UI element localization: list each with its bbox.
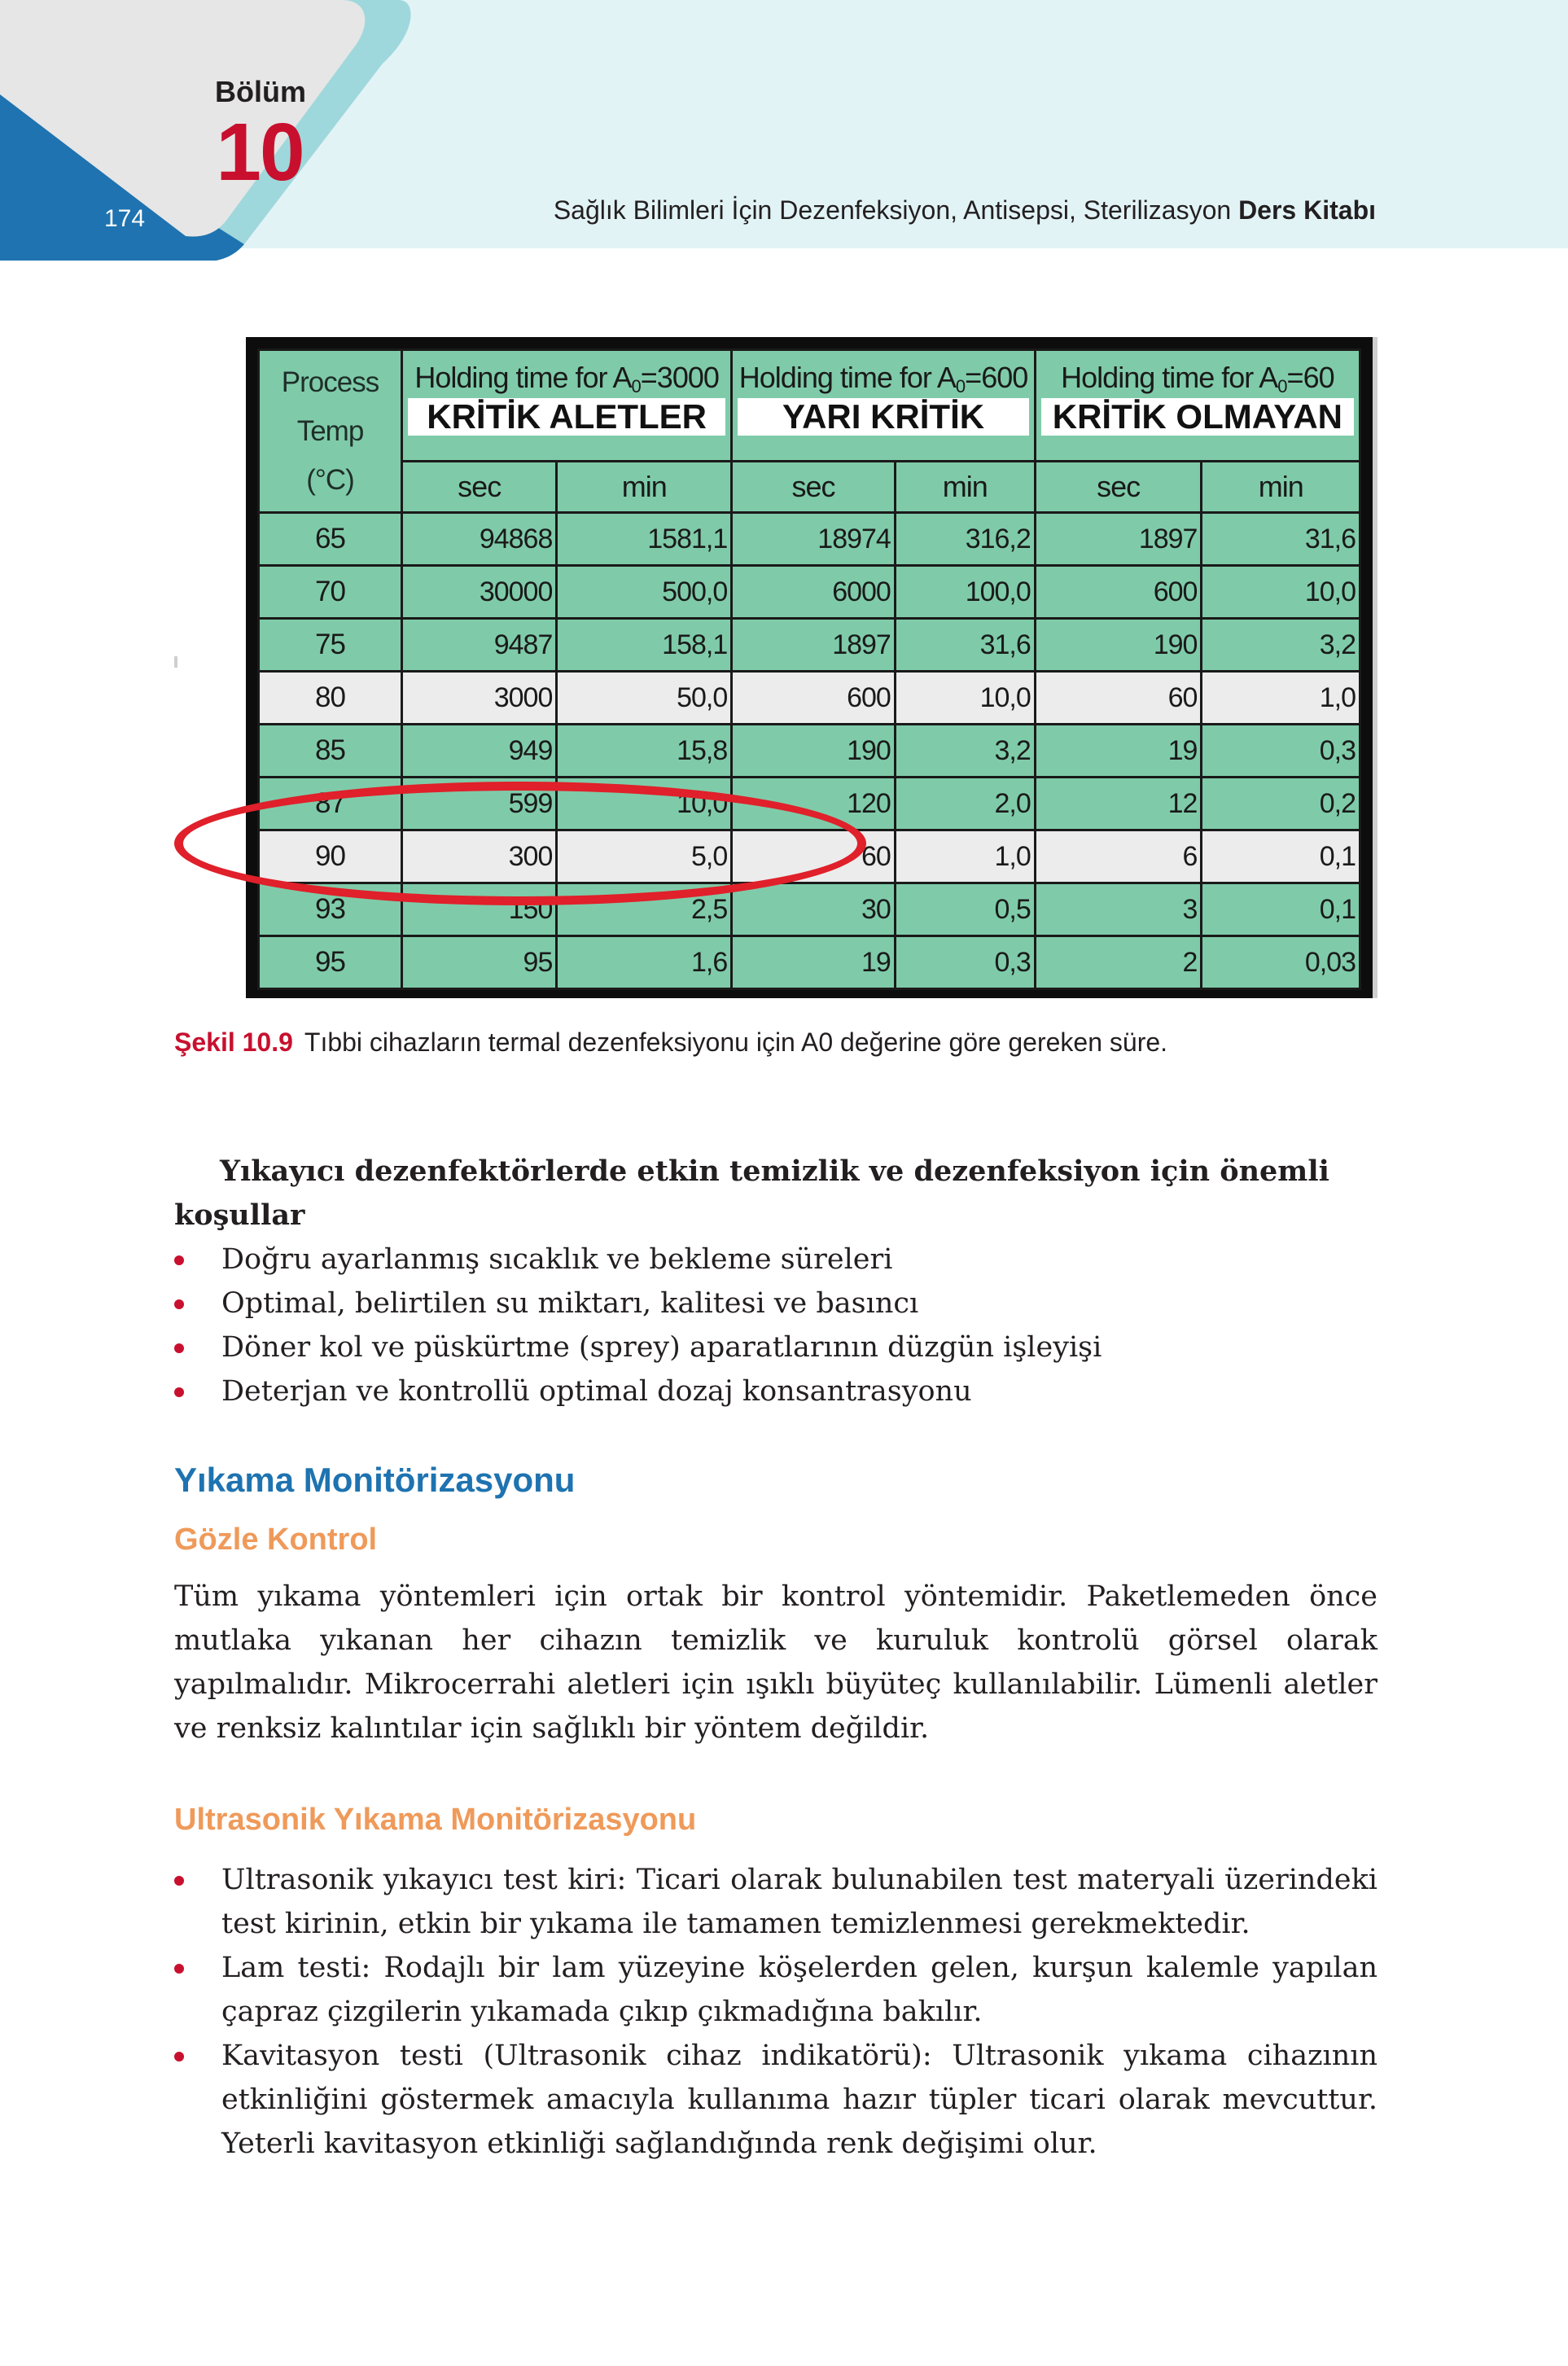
value-cell: 30000 [402,566,557,619]
book-title [554,195,1376,226]
category-yari-kritik: YARI KRİTİK [738,398,1029,436]
temp-cell: 80 [259,672,402,725]
table-body [259,513,1360,989]
ultrasonic-tests-list [174,1858,1377,2166]
table-row [259,566,1360,619]
value-cell: 60 [1035,672,1202,725]
value-cell: 10,0 [557,778,732,830]
value-cell: 18974 [732,513,896,566]
table-unit-row [259,462,1360,513]
value-cell: 2,0 [895,778,1035,830]
value-cell: 3 [1035,883,1202,936]
temp-cell: 65 [259,513,402,566]
holding-time-a0-600: Holding time for $A_0=600$ [738,361,1028,397]
value-cell: 60 [732,830,896,883]
value-cell: 1897 [1035,513,1202,566]
table-row [259,725,1360,778]
section-title-wash-monitoring: Yıkama Monitörizasyonu [174,1461,576,1499]
bullet-dot-icon [174,1343,184,1353]
subsection-title-ultrasonic: Ultrasonik Yıkama Monitörizasyonu [174,1803,697,1837]
value-cell: 30 [732,883,896,936]
figure-edge [1373,337,1377,998]
list-item: Optimal, belirtilen su miktarı, kalitesi ve basıncı [174,1282,1377,1325]
value-cell: 1897 [732,619,896,672]
value-cell: 50,0 [557,672,732,725]
list-item: Kavitasyon testi (Ultrasonik cihaz indikatörü): Ultrasonik yıkama cihazının etkinliğini göstermek amacıyla kullanıma hazır tüpler ticari olarak mevcuttur. Yeterli kavitasyon etkinliği sağlandığında renk değişimi olur. [174,2034,1377,2166]
temp-cell: 90 [259,830,402,883]
value-cell: 0,3 [1202,725,1360,778]
value-cell: 10,0 [1202,566,1360,619]
bullet-dot-icon [174,1387,184,1397]
value-cell: 2,5 [557,883,732,936]
value-cell: 0,3 [895,936,1035,989]
value-cell: 3000 [402,672,557,725]
holding-time-a0-60: Holding time for $A_0=60$ [1061,361,1334,397]
unit-cell: min [557,462,732,513]
value-cell: 600 [732,672,896,725]
value-cell: 0,5 [895,883,1035,936]
value-cell: 9487 [402,619,557,672]
washer-conditions-heading: Yıkayıcı dezenfektörlerde etkin temizlik ve dezenfeksiyon için önemli koşullar [174,1155,1329,1232]
table-row [259,513,1360,566]
temp-cell: 70 [259,566,402,619]
unit-cell: sec [402,462,557,513]
value-cell: 5,0 [557,830,732,883]
category-kritik-aletler: KRİTİK ALETLER [408,398,725,436]
value-cell: 3,2 [895,725,1035,778]
subsection-title-visual-control: Gözle Kontrol [174,1523,378,1557]
bullet-dot-icon [174,1964,184,1974]
value-cell: 150 [402,883,557,936]
value-cell: 100,0 [895,566,1035,619]
bullet-dot-icon [174,1876,184,1886]
holding-header-semi-critical [732,350,1036,462]
value-cell: 1581,1 [557,513,732,566]
table-row [259,936,1360,989]
header-process: Process [281,366,379,398]
temp-cell: 87 [259,778,402,830]
table-row [259,672,1360,725]
holding-header-non-critical [1035,350,1360,462]
header-celsius: (°C) [306,463,354,496]
holding-time-a0-3000: Holding time for $A_0=3000$ [414,361,719,397]
chapter-number: 10 [216,107,304,198]
list-item: Lam testi: Rodajlı bir lam yüzeyine köşelerden gelen, kurşun kalemle yapılan çapraz çizgilerin yıkamada çıkıp çıkmadığına bakılır. [174,1946,1377,2034]
value-cell: 500,0 [557,566,732,619]
list-item: Deterjan ve kontrollü optimal dozaj konsantrasyonu [174,1369,1377,1413]
temp-cell: 95 [259,936,402,989]
value-cell: 31,6 [1202,513,1360,566]
value-cell: 158,1 [557,619,732,672]
table-header-row [259,350,1360,462]
value-cell: 0,1 [1202,883,1360,936]
value-cell: 2 [1035,936,1202,989]
book-title-bold: Ders Kitabı [1238,195,1376,225]
list-item: Döner kol ve püskürtme (sprey) aparatlarının düzgün işleyişi [174,1325,1377,1369]
page-number: 174 [104,205,146,232]
caption-label: Şekil 10.9 [174,1027,293,1057]
category-kritik-olmayan: KRİTİK OLMAYAN [1041,398,1354,436]
value-cell: 10,0 [895,672,1035,725]
temp-cell: 75 [259,619,402,672]
value-cell: 6 [1035,830,1202,883]
value-cell: 6000 [732,566,896,619]
value-cell: 949 [402,725,557,778]
header-temp: Temp [296,414,364,447]
bullet-dot-icon [174,1299,184,1309]
value-cell: 15,8 [557,725,732,778]
temp-cell: 85 [259,725,402,778]
value-cell: 0,03 [1202,936,1360,989]
book-title-regular: Sağlık Bilimleri İçin Dezenfeksiyon, Antisepsi, Sterilizasyon [553,195,1232,225]
unit-cell: min [895,462,1035,513]
value-cell: 95 [402,936,557,989]
table-row [259,619,1360,672]
process-temp-header [259,350,402,513]
list-item: Doğru ayarlanmış sıcaklık ve bekleme süreleri [174,1238,1377,1282]
value-cell: 120 [732,778,896,830]
holding-header-critical [402,350,732,462]
value-cell: 19 [732,936,896,989]
value-cell: 12 [1035,778,1202,830]
value-cell: 0,1 [1202,830,1360,883]
unit-cell: sec [1035,462,1202,513]
value-cell: 600 [1035,566,1202,619]
value-cell: 19 [1035,725,1202,778]
value-cell: 599 [402,778,557,830]
chapter-label: Bölüm [215,75,306,108]
value-cell: 31,6 [895,619,1035,672]
bullet-dot-icon [174,1255,184,1265]
highlight-ellipse [174,782,866,905]
washer-conditions-list [174,1238,1377,1413]
value-cell: 190 [732,725,896,778]
unit-cell: sec [732,462,896,513]
figure-caption [174,1027,1167,1058]
value-cell: 94868 [402,513,557,566]
value-cell: 1,6 [557,936,732,989]
value-cell: 300 [402,830,557,883]
list-item: Ultrasonik yıkayıcı test kiri: Ticari olarak bulunabilen test materyali üzerindeki test kirinin, etkin bir yıkama ile tamamen temizlenmesi gerekmektedir. [174,1858,1377,1946]
value-cell: 3,2 [1202,619,1360,672]
temp-cell: 93 [259,883,402,936]
bullet-dot-icon [174,2052,184,2061]
value-cell: 0,2 [1202,778,1360,830]
unit-cell: min [1202,462,1360,513]
value-cell: 1,0 [1202,672,1360,725]
value-cell: 1,0 [895,830,1035,883]
visual-control-paragraph: Tüm yıkama yöntemleri için ortak bir kontrol yöntemidir. Paketlemeden önce mutlaka yıkanan her cihazın temizlik ve kuruluk kontrolü görsel olarak yapılmalıdır. Mikrocerrahi aletleri için ışıklı büyüteç kullanılabilir. Lümenli aletler ve renksiz kalıntılar için sağlıklı bir yöntem değildir. [174,1580,1377,1745]
figure-crop-mark [174,656,177,668]
value-cell: 190 [1035,619,1202,672]
value-cell: 316,2 [895,513,1035,566]
caption-text: Tıbbi cihazların termal dezenfeksiyonu için A0 değerine göre gereken süre. [304,1027,1168,1057]
